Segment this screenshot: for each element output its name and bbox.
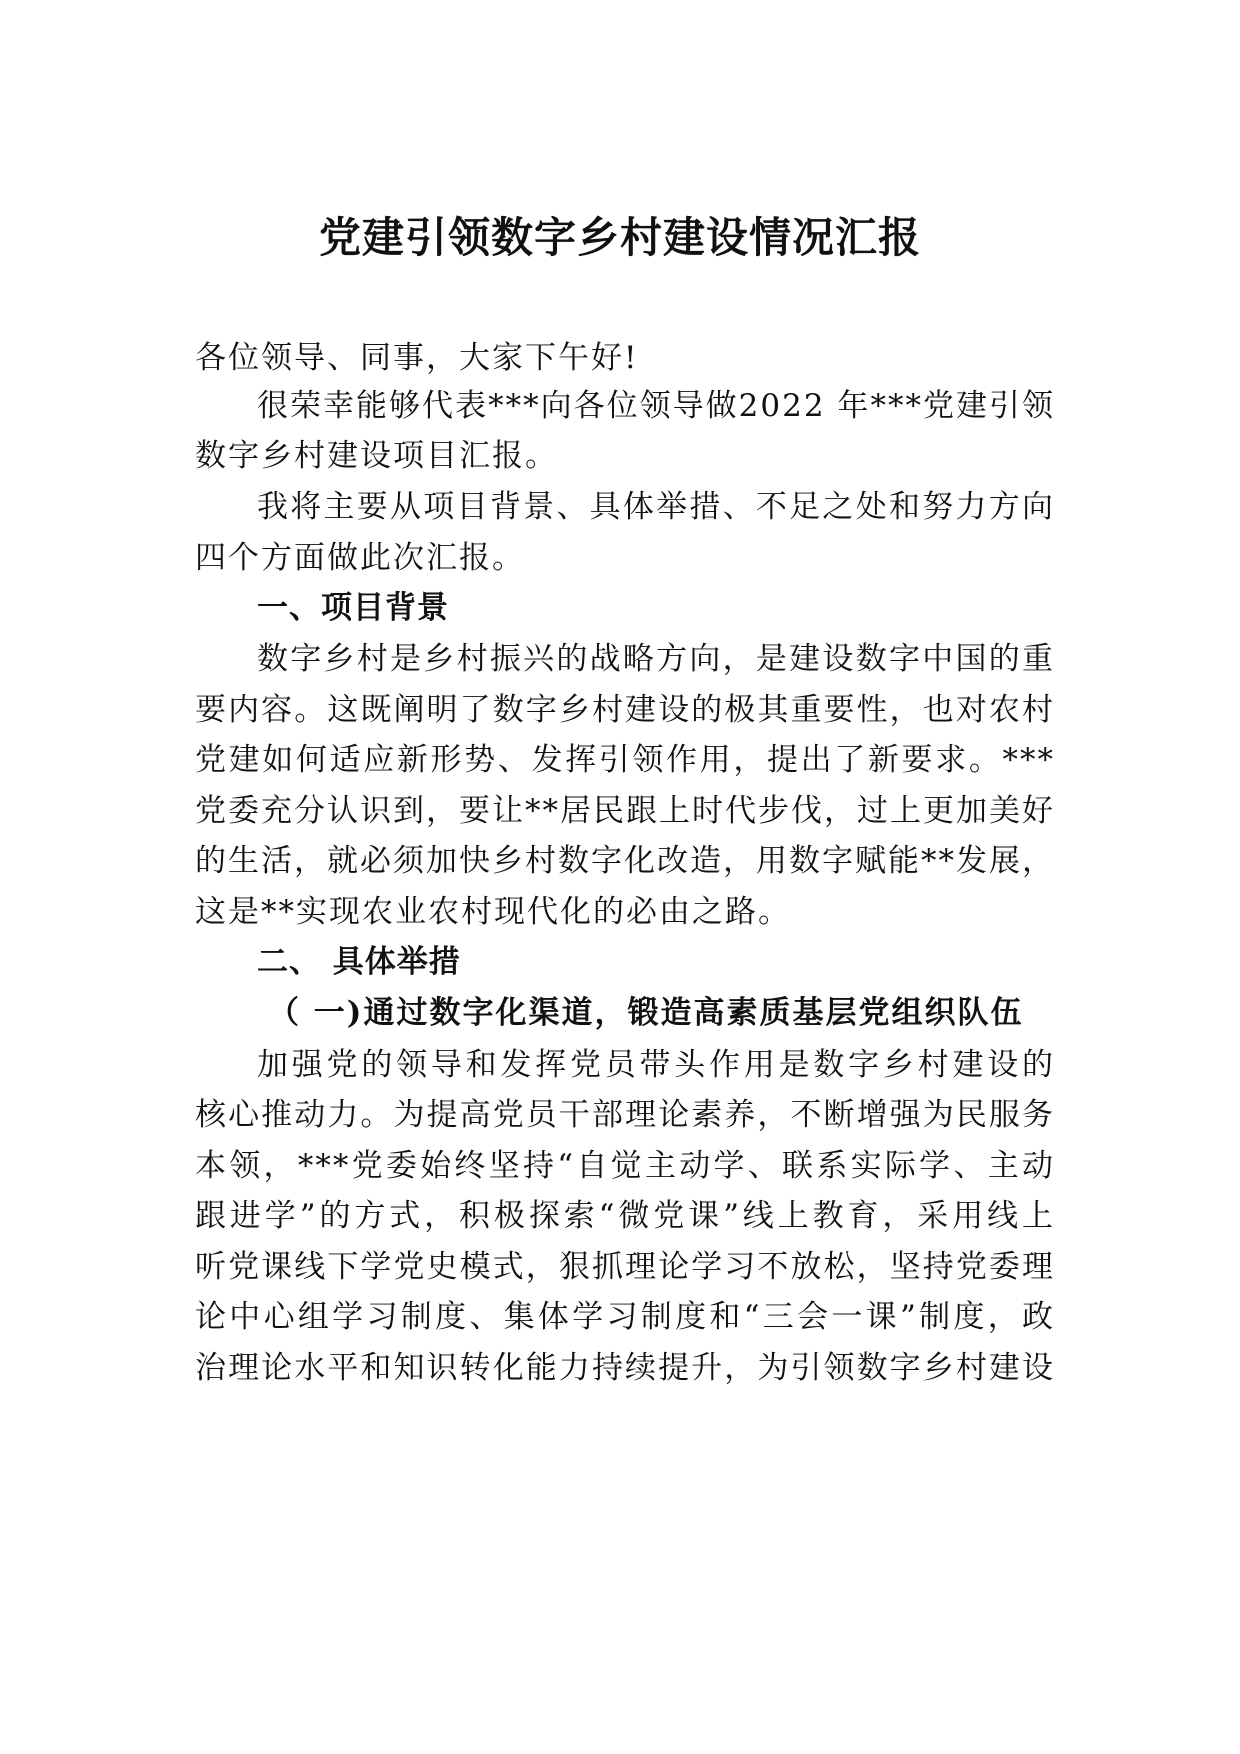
section1-line-5: 的生活，就必须加快乡村数字化改造，用数字赋能**发展， [195,843,1055,879]
section2-line-3: 本领，***党委始终坚持“自觉主动学、联系实际学、主动 [195,1148,1055,1184]
section1-line-4: 党委充分认识到，要让**居民跟上时代步伐，过上更加美好 [195,793,1055,829]
section1-line-6: 这是**实现农业农村现代化的必由之路。 [195,894,791,930]
section2-line-1: 加强党的领导和发挥党员带头作用是数字乡村建设的 [257,1047,1055,1083]
section2-line-5: 听党课线下学党史模式，狠抓理论学习不放松，坚持党委理 [195,1249,1055,1285]
subsection-heading-1: （ 一)通过数字化渠道，锻造高素质基层党组织队伍 [268,995,1024,1031]
section1-line-2: 要内容。这既阐明了数字乡村建设的极其重要性，也对农村 [195,692,1055,728]
section2-line-6: 论中心组学习制度、集体学习制度和“三会一课”制度，政 [195,1299,1055,1335]
intro-line-4: 四个方面做此次汇报。 [195,540,525,576]
section2-line-7: 治理论水平和知识转化能力持续提升，为引领数字乡村建设 [195,1350,1055,1386]
intro-line-1: 很荣幸能够代表***向各位领导做2022 年***党建引领 [257,388,1055,424]
section1-line-1: 数字乡村是乡村振兴的战略方向，是建设数字中国的重 [257,641,1055,677]
greeting: 各位领导、同事，大家下午好! [195,340,639,376]
section2-line-4: 跟进学”的方式，积极探索“微党课”线上教育，采用线上 [195,1198,1055,1234]
section2-line-2: 核心推动力。为提高党员干部理论素养，不断增强为民服务 [195,1097,1055,1133]
intro-line-3: 我将主要从项目背景、具体举措、不足之处和努力方向 [257,489,1055,525]
section-heading-background: 一、项目背景 [257,590,449,626]
section1-line-3: 党建如何适应新形势、发挥引领作用，提出了新要求。*** [195,742,1055,778]
section-heading-measures: 二、 具体举措 [257,944,461,980]
intro-line-2: 数字乡村建设项目汇报。 [195,438,558,474]
document-title: 党建引领数字乡村建设情况汇报 [318,213,921,262]
